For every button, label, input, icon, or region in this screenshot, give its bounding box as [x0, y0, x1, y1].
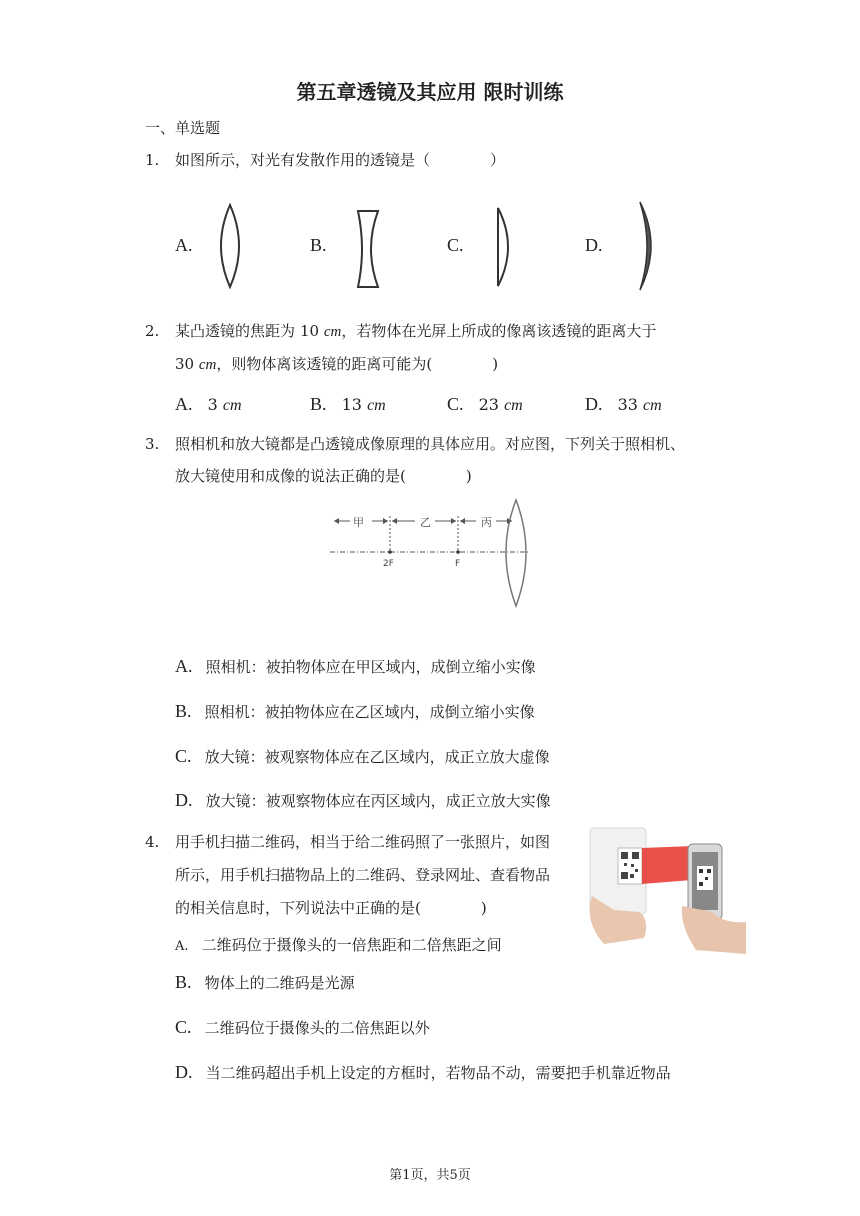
arrow-left-icon	[392, 518, 397, 524]
region-label-yi: 乙	[420, 516, 431, 529]
2f-point	[388, 550, 392, 554]
q2-stem-text: 某凸透镜的焦距为	[175, 322, 296, 340]
option-unit: cm	[504, 397, 523, 414]
option-text: 物体上的二维码是光源	[204, 974, 355, 992]
q3-stem-line2: 放大镜使用和成像的说法正确的是( )	[175, 467, 472, 485]
option-letter: C.	[175, 746, 192, 766]
q3-option-b[interactable]	[175, 701, 535, 722]
q2-stem-line2	[175, 354, 498, 375]
lens-meniscus-icon	[636, 200, 662, 292]
point-label-2f: 2F	[383, 559, 394, 569]
q3-option-c[interactable]	[175, 746, 550, 767]
arrow-left-icon	[334, 518, 339, 524]
option-text: 照相机：被拍物体应在甲区域内，成倒立缩小实像	[205, 658, 536, 676]
arrow-right-icon	[383, 518, 388, 524]
q1-option-b[interactable]: B.	[310, 235, 327, 255]
q2-stem-text: ，则物体离该透镜的距离可能为( )	[216, 355, 499, 373]
q1-stem: 如图所示，对光有发散作用的透镜是（ ）	[175, 151, 506, 169]
option-letter: C.	[175, 1017, 192, 1037]
option-text: 二维码位于摄像头的二倍焦距以外	[204, 1019, 430, 1037]
option-value: 13	[341, 395, 362, 414]
option-text: 照相机：被拍物体应在乙区域内，成倒立缩小实像	[204, 703, 535, 721]
option-text: 二维码位于摄像头的一倍焦距和二倍焦距之间	[201, 936, 502, 954]
option-text: 放大镜：被观察物体应在丙区域内，成正立放大实像	[205, 792, 551, 810]
option-text: 当二维码超出手机上设定的方框时，若物品不动，需要把手机靠近物品	[205, 1064, 671, 1082]
option-unit: cm	[222, 397, 242, 414]
lens-concave-icon	[352, 207, 382, 291]
option-text: 放大镜：被观察物体应在乙区域内，成正立放大虚像	[204, 748, 550, 766]
lens-plano-convex-icon	[492, 206, 516, 288]
option-letter: D.	[585, 394, 603, 414]
q4-option-d[interactable]	[175, 1062, 671, 1083]
option-letter: B.	[310, 394, 327, 414]
q2-option-b[interactable]	[310, 394, 386, 415]
option-letter: C.	[447, 394, 464, 414]
section-heading: 一、单选题	[145, 119, 221, 137]
q4-option-a[interactable]	[175, 934, 502, 955]
q1-option-c[interactable]: C.	[447, 235, 464, 255]
q2-option-c[interactable]	[447, 394, 523, 415]
q2-option-d[interactable]	[585, 394, 662, 415]
q2-stem-line1	[175, 321, 656, 342]
option-value: 3	[207, 395, 218, 414]
option-letter: D.	[175, 790, 193, 810]
q4-option-b[interactable]	[175, 972, 355, 993]
region-label-bing: 丙	[481, 516, 492, 529]
q4-stem-line3: 的相关信息时，下列说法中正确的是( )	[175, 899, 487, 917]
q1-option-d[interactable]: D.	[585, 235, 603, 255]
q1-option-a[interactable]: A.	[175, 235, 193, 255]
option-unit: cm	[367, 397, 386, 414]
option-letter: A.	[175, 939, 189, 954]
arrow-left-icon	[460, 518, 465, 524]
q3-option-a[interactable]	[175, 656, 536, 677]
q2-stem-text: ，若物体在光屏上所成的像离该透镜的距离大于	[341, 322, 657, 340]
q2-focal-unit: cm	[323, 324, 342, 340]
q4-number: 4.	[145, 833, 160, 851]
phone-scanning-qr-picture	[584, 826, 748, 956]
option-letter: B.	[175, 701, 192, 721]
q2-image-unit: cm	[198, 357, 217, 373]
q2-image-value: 30	[175, 355, 195, 373]
q4-option-c[interactable]	[175, 1017, 430, 1038]
region-label-jia: 甲	[353, 516, 364, 529]
convex-lens-shape	[506, 500, 526, 606]
option-unit: cm	[643, 397, 662, 414]
q3-option-d[interactable]	[175, 790, 551, 811]
page-title: 第五章透镜及其应用 限时训练	[296, 80, 564, 104]
scan-beam	[642, 846, 692, 884]
option-letter: D.	[175, 1062, 193, 1082]
q3-stem-line1: 照相机和放大镜都是凸透镜成像原理的具体应用。对应图，下列关于照相机、	[175, 435, 686, 453]
option-value: 23	[478, 395, 499, 414]
q1-number: 1.	[145, 151, 160, 169]
point-label-f: F	[455, 559, 461, 569]
option-letter: A.	[175, 656, 193, 676]
option-value: 33	[617, 395, 638, 414]
q4-stem-line2: 所示，用手机扫描物品上的二维码、登录网址、查看物品	[175, 866, 551, 884]
page-number: 第1页，共5页	[389, 1168, 471, 1183]
q2-focal-value: 10	[300, 322, 320, 340]
lens-biconvex-icon	[216, 203, 244, 289]
q4-stem-line1: 用手机扫描二维码，相当于给二维码照了一张照片，如图	[175, 833, 551, 851]
q2-number: 2.	[145, 322, 160, 340]
q2-option-a[interactable]	[175, 394, 242, 415]
f-point	[456, 550, 460, 554]
option-letter: A.	[175, 394, 193, 414]
q3-number: 3.	[145, 435, 160, 453]
option-letter: B.	[175, 972, 192, 992]
arrow-right-icon	[451, 518, 456, 524]
